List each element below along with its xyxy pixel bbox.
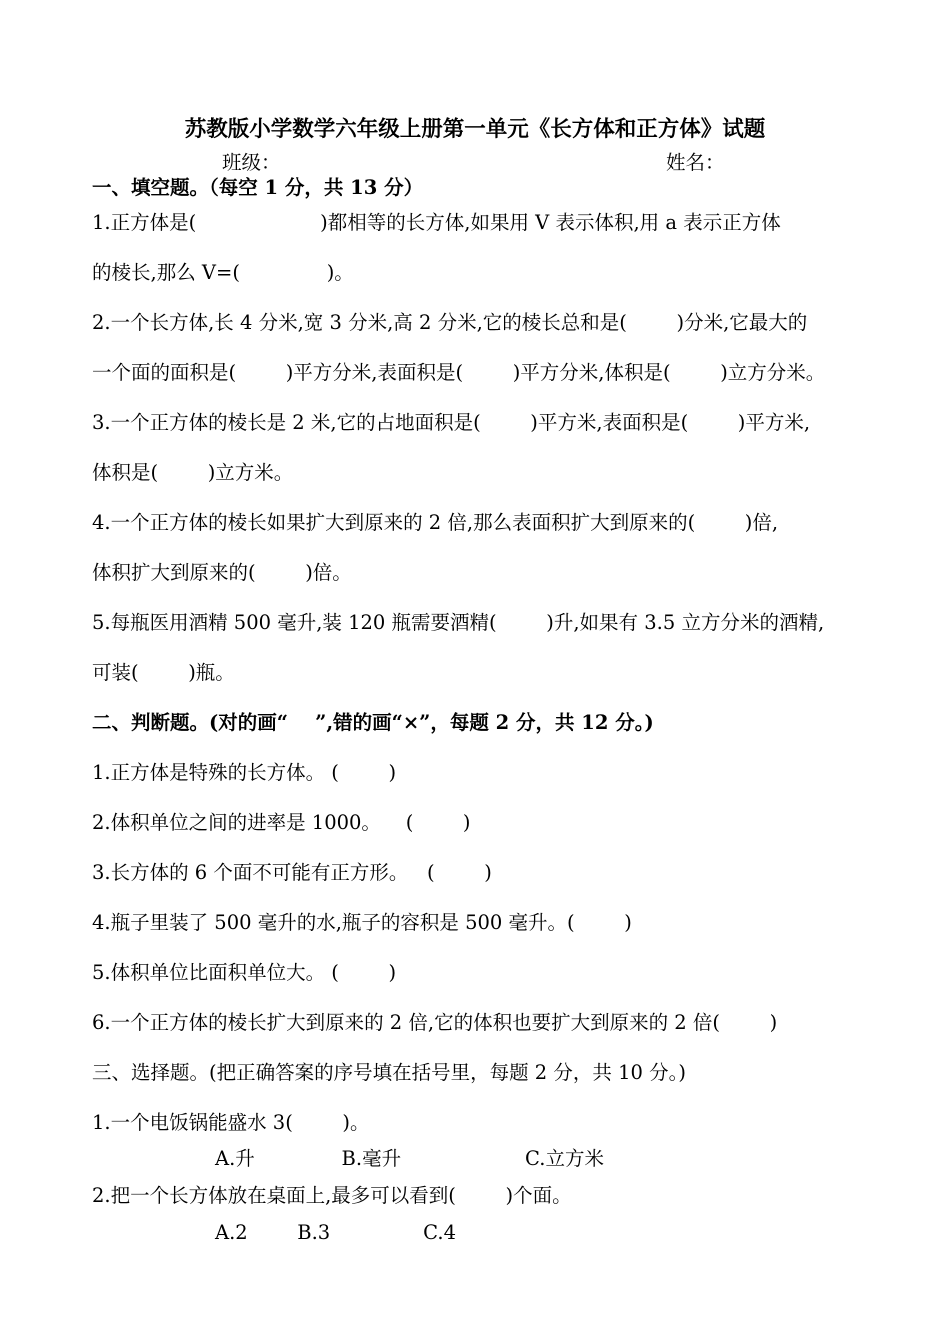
page-title: 苏教版小学数学六年级上册第一单元《长方体和正方体》试题 <box>184 117 766 142</box>
question-line: 1.一个电饭锅能盛水 3( )。 <box>92 1111 370 1134</box>
section1-heading: 一、填空题。（每空 1 分，共 13 分） <box>92 176 424 199</box>
question-line: 4.一个正方体的棱长如果扩大到原来的 2 倍,那么表面积扩大到原来的( )倍, <box>92 511 779 534</box>
question-line: 一个面的面积是( )平方分米,表面积是( )平方分米,体积是( )立方分米。 <box>92 361 826 384</box>
question-line: 5.体积单位比面积单位大。 ( ) <box>92 961 397 984</box>
question-line: 6.一个正方体的棱长扩大到原来的 2 倍,它的体积也要扩大到原来的 2 倍( ) <box>92 1011 778 1034</box>
question-line: 的棱长,那么 V=( )。 <box>92 261 354 284</box>
question-line: 3.一个正方体的棱长是 2 米,它的占地面积是( )平方米,表面积是( )平方米, <box>92 411 811 434</box>
question-line: 2.体积单位之间的进率是 1000。 ( ) <box>92 811 471 834</box>
answer-options: A.2 B.3 C.4 <box>215 1221 457 1244</box>
question-line: 5.每瓶医用酒精 500 毫升,装 120 瓶需要酒精( )升,如果有 3.5 立方分米的酒精, <box>92 611 825 634</box>
question-line: 可装( )瓶。 <box>92 661 235 684</box>
question-line: 体积是( )立方米。 <box>92 461 294 484</box>
question-line: 2.一个长方体,长 4 分米,宽 3 分米,高 2 分米,它的棱长总和是( )分米,它最大的 <box>92 311 808 334</box>
class-label: 班级： <box>222 151 281 174</box>
section3-heading: 三、选择题。(把正确答案的序号填在括号里，每题 2 分，共 10 分。) <box>92 1061 686 1084</box>
question-line: 1.正方体是特殊的长方体。 ( ) <box>92 761 397 784</box>
question-line: 4.瓶子里装了 500 毫升的水,瓶子的容积是 500 毫升。( ) <box>92 911 632 934</box>
question-line: 3.长方体的 6 个面不可能有正方形。 ( ) <box>92 861 492 884</box>
question-line: 2.把一个长方体放在桌面上,最多可以看到( )个面。 <box>92 1184 572 1207</box>
name-label: 姓名： <box>666 151 725 174</box>
answer-options: A.升 B.毫升 C.立方米 <box>215 1147 604 1170</box>
question-line: 1.正方体是( )都相等的长方体,如果用 V 表示体积,用 a 表示正方体 <box>92 211 781 234</box>
question-line: 体积扩大到原来的( )倍。 <box>92 561 352 584</box>
section2-heading: 二、判断题。(对的画“ ”,错的画“×”，每题 2 分，共 12 分。) <box>92 711 654 734</box>
